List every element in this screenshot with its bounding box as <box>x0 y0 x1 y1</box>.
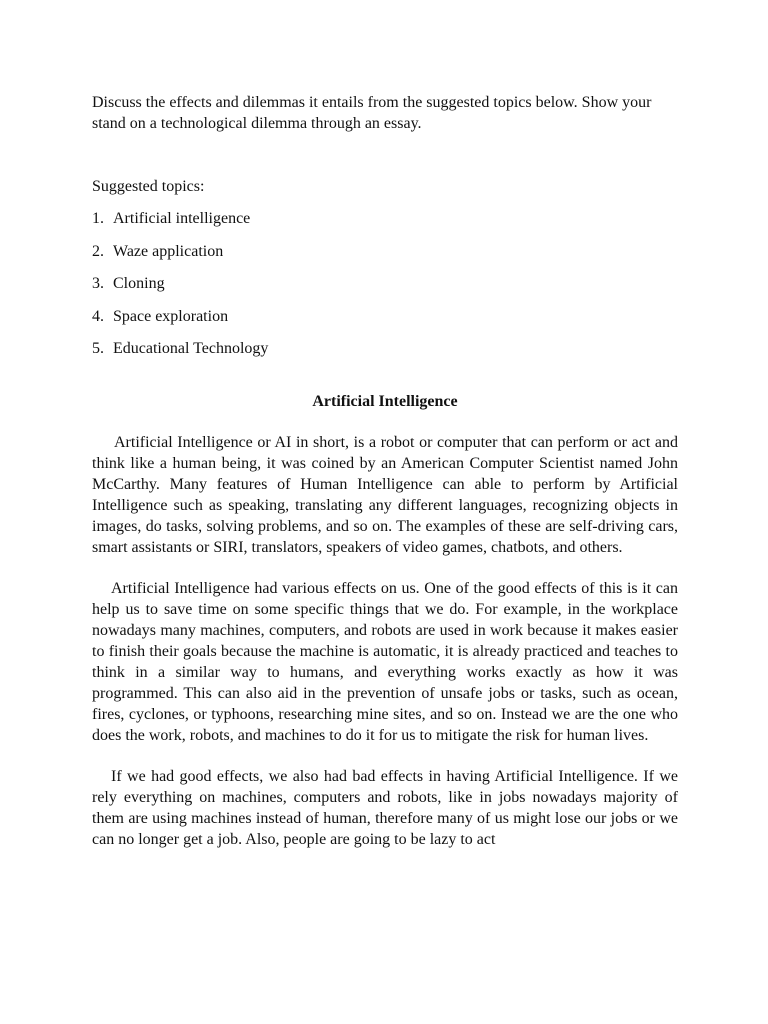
list-item <box>92 338 678 359</box>
list-item <box>92 241 678 262</box>
essay-title: Artificial Intelligence <box>312 393 458 410</box>
essay-paragraph: Artificial Intelligence had various effects on us. One of the good effects of this is it can help us to save time on some specific things that we do. For example, in the workplace nowadays many machines, computers, and robots are used in work because it makes easier to finish their goals because the machine is automatic, it is already practiced and teaches to think in a similar way to humans, and everything works exactly as how it was programmed. This can also aid in the prevention of unsafe jobs or tasks, such as ocean, fires, cyclones, or typhoons, researching mine sites, and so on. Instead we are the one who does the work, robots, and machines to do it for us to mitigate the risk for human lives. <box>92 580 678 744</box>
topic-label: Artificial intelligence <box>113 210 251 227</box>
list-number: 3. <box>92 275 104 292</box>
assignment-instructions: Discuss the effects and dilemmas it entails from the suggested topics below. Show your stand on a technological dilemma through an essay. <box>92 94 652 132</box>
list-number: 5. <box>92 340 104 357</box>
topic-label: Space exploration <box>113 307 229 325</box>
list-item <box>92 306 678 327</box>
topics-list <box>92 208 678 359</box>
topic-label: Waze application <box>113 242 224 260</box>
list-item <box>92 208 678 229</box>
document-page <box>92 92 678 850</box>
topic-label: Educational Technology <box>113 340 269 357</box>
list-number: 4. <box>92 307 104 325</box>
topic-label: Cloning <box>113 275 165 292</box>
list-item <box>92 273 678 294</box>
essay-paragraph: If we had good effects, we also had bad effects in having Artificial Intelligence. If we rely everything on machines, computers and robots, like in jobs nowadays majority of them are using machines instead of human, therefore many of us might lose our jobs or we can no longer get a job. Also, people are going to be lazy to act <box>92 768 678 848</box>
list-number: 2. <box>92 242 104 260</box>
topics-heading: Suggested topics: <box>92 178 205 195</box>
list-number: 1. <box>92 210 104 227</box>
essay-paragraph: Artificial Intelligence or AI in short, is a robot or computer that can perform or act and think like a human being, it was coined by an American Computer Scientist named John McCarthy. Many features of Human Intelligence can able to perform by Artificial Intelligence such as speaking, translating any different languages, recognizing objects in images, do tasks, solving problems, and so on. The examples of these are self-driving cars, smart assistants or SIRI, translators, speakers of video games, chatbots, and others. <box>92 434 678 556</box>
